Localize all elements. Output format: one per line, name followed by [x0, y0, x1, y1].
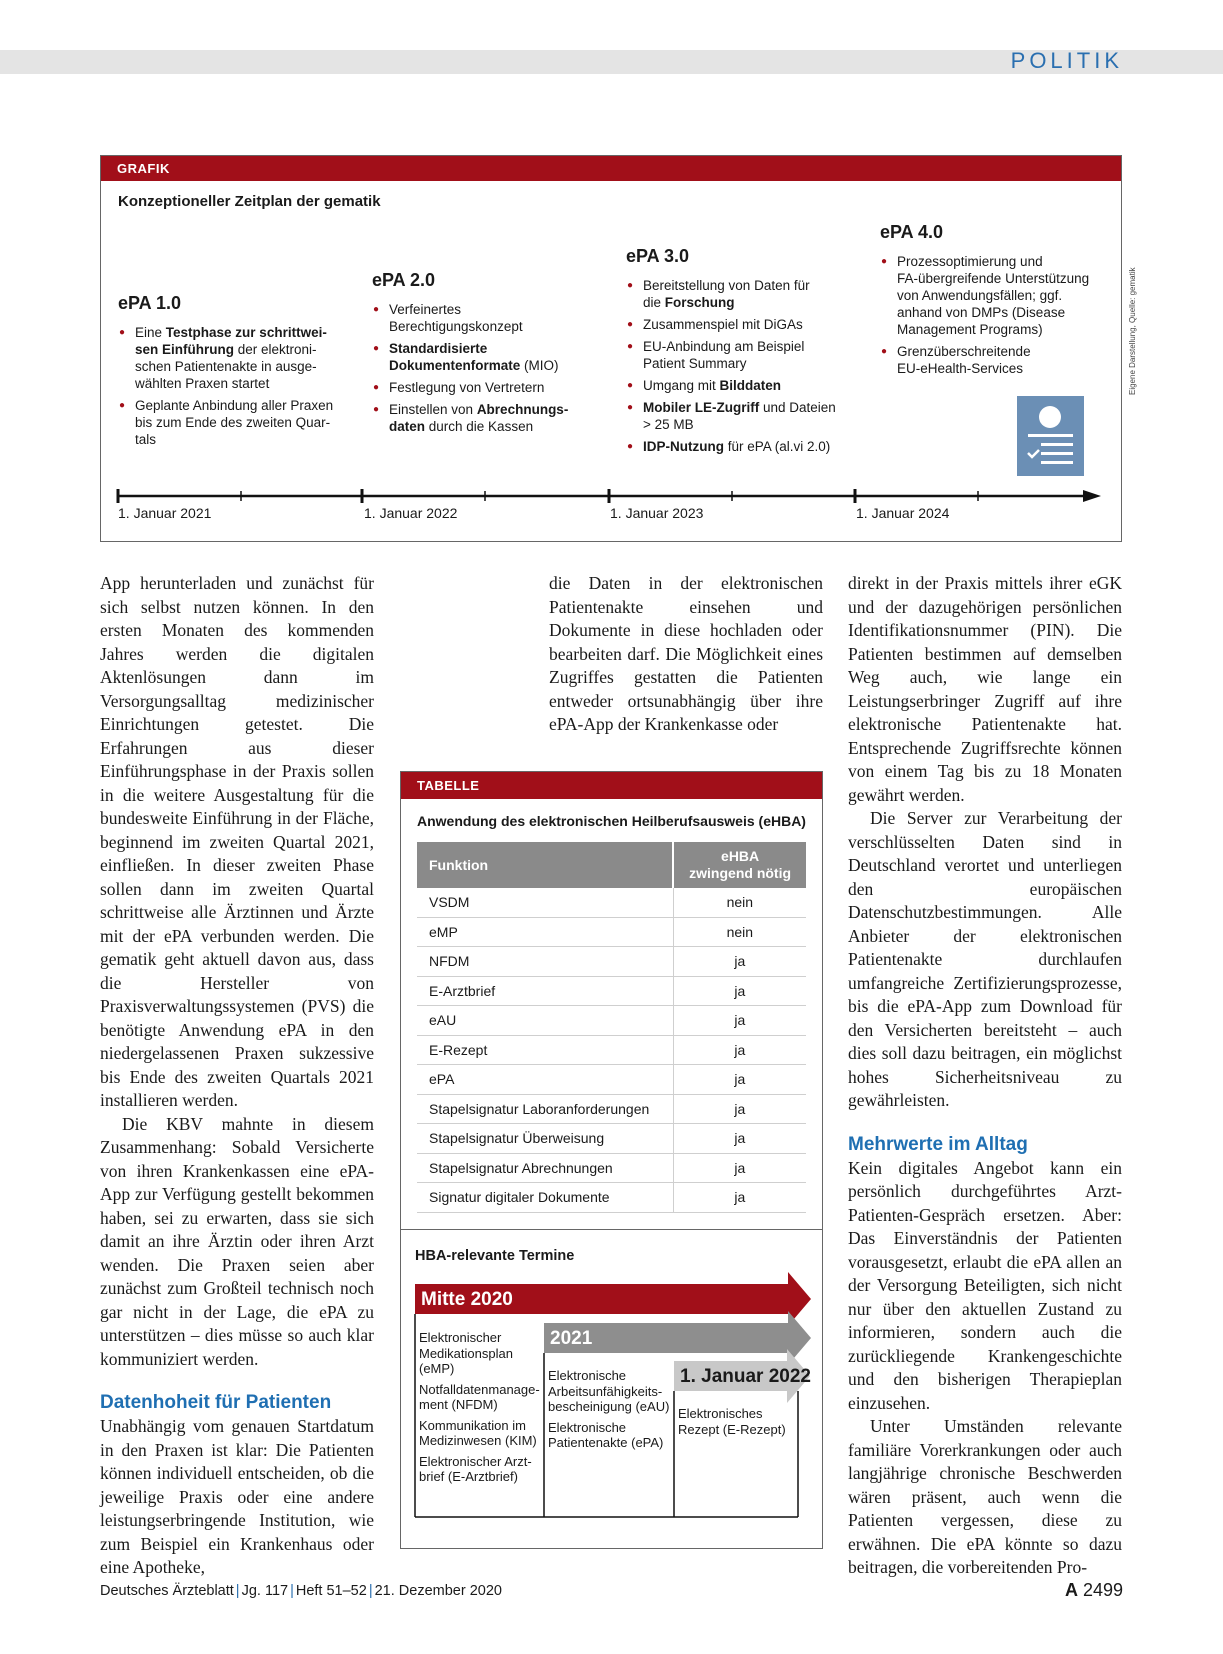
table-row — [417, 1124, 806, 1154]
journal-name: Deutsches Ärzteblatt — [100, 1583, 234, 1599]
table-row — [417, 1153, 806, 1183]
phase-item: ● Festlegung von Vertretern — [372, 379, 597, 396]
table-row — [417, 917, 806, 947]
phase-item: ● EU-Anbindung am Beispiel Patient Summary — [626, 338, 856, 372]
date: 21. Dezember 2020 — [374, 1583, 502, 1599]
cell-funktion: NFDM — [417, 947, 673, 977]
term-item: Elektronische Arbeitsunfähigkeits- bescheinigung (eAU) — [548, 1368, 670, 1414]
cell-funktion: E-Arztbrief — [417, 976, 673, 1006]
text-column-2 — [549, 572, 823, 737]
phase-list — [118, 324, 338, 448]
page-prefix: A — [1064, 1580, 1078, 1600]
table-row — [417, 1006, 806, 1036]
phase-list — [880, 253, 1115, 377]
phase-list — [626, 277, 856, 455]
phase-title: ePA 1.0 — [118, 293, 182, 313]
arrow-label: 2021 — [550, 1328, 593, 1349]
phase-item: ● Umgang mit Bilddaten — [626, 377, 856, 394]
phase-item: ● Eine Testphase zur schrittwei- sen Einführung der elektroni- schen Patientenakte in ausge- wählten Praxen startet — [118, 324, 338, 392]
phase-item: ● Mobiler LE-Zugriff und Dateien > 25 MB — [626, 399, 856, 433]
page-number — [1065, 1580, 1123, 1601]
phase-item: ● Standardisierte Dokumentenformate (MIO) — [372, 340, 597, 374]
cell-funktion: Stapelsignatur Abrechnungen — [417, 1153, 673, 1183]
tabelle-label: TABELLE — [401, 772, 822, 799]
cell-ehba: ja — [673, 1124, 806, 1154]
cell-funktion: Stapelsignatur Überweisung — [417, 1124, 673, 1154]
term-item: Elektronischer Arzt- brief (E-Arztbrief) — [419, 1453, 532, 1484]
tabelle-title: Anwendung des elektronischen Heilberufsausweis (eHBA) — [417, 813, 806, 829]
paragraph: direkt in der Praxis mittels ihrer eGK und der dazugehörigen persönlichen Identifikationsnummer (PIN). Die Patienten bestimmen auf demselben Weg auch, wie lange ein Leistungserbringer Zugriff auf ihre elektronische Patientenakte hat. Entsprechende Zugriffsrechte können von einem Tag bis zu 18 Monaten gewährt werden. — [848, 573, 1122, 805]
source-note: Eigene Darstellung, Quelle: gematik — [1128, 267, 1137, 395]
cell-funktion: Stapelsignatur Laboranforderungen — [417, 1094, 673, 1124]
hba-title: HBA-relevante Termine — [415, 1248, 575, 1264]
table-row — [417, 976, 806, 1006]
ehba-table — [417, 842, 806, 1213]
term-list-1 — [419, 1330, 544, 1490]
cell-ehba: nein — [673, 888, 806, 917]
timeline-label: 1. Januar 2024 — [856, 505, 950, 521]
paragraph: Die Server zur Verarbeitung der verschlüsselten Daten sind in Deutschland verortet und unterliegen den europäischen Datenschutzbestimmungen. Alle Anbieter der elektronischen Patientenakte durchlaufen umfangreiche Zertifizierungsprozesse, bis die ePA-App zum Download für den Versicherten bereitsteht – auch dies soll dazu beitragen, ein möglichst hohes Sicherheitsniveau zu gewährleisten. — [848, 808, 1122, 1110]
table-body — [417, 888, 806, 1212]
timeline-label: 1. Januar 2022 — [364, 505, 458, 521]
phase-title: ePA 2.0 — [372, 270, 436, 290]
footer: Deutsches Ärzteblatt | Jg. 117 | Heft 51–52 | 21. Dezember 2020 — [100, 1583, 502, 1599]
cell-funktion: E-Rezept — [417, 1035, 673, 1065]
cell-ehba: nein — [673, 917, 806, 947]
phase-title: ePA 3.0 — [626, 246, 690, 266]
phase-item: ● Grenzüberschreitende EU-eHealth-Services — [880, 343, 1115, 377]
phase-list — [372, 301, 597, 435]
arrow-label: Mitte 2020 — [421, 1289, 513, 1310]
grafik-box — [100, 155, 1122, 542]
table-row — [417, 888, 806, 917]
term-item: Kommunikation im Medizinwesen (KIM) — [419, 1417, 537, 1448]
section-heading: Mehrwerte im Alltag — [848, 1133, 1028, 1155]
phase-epa1 — [118, 293, 338, 453]
phase-item: ● IDP-Nutzung für ePA (al.vi 2.0) — [626, 438, 856, 455]
tabelle-box — [400, 771, 823, 1549]
phase-epa2 — [372, 270, 597, 440]
timeline-label: 1. Januar 2023 — [610, 505, 704, 521]
timeline-label: 1. Januar 2021 — [118, 505, 212, 521]
cell-ehba: ja — [673, 947, 806, 977]
cell-funktion: eMP — [417, 917, 673, 947]
cell-funktion: eAU — [417, 1006, 673, 1036]
term-item: Elektronisches Rezept (E-Rezept) — [678, 1406, 786, 1437]
phase-epa4 — [880, 222, 1115, 382]
term-item: Notfalldatenmanage- ment (NFDM) — [419, 1381, 540, 1412]
document-icon — [1017, 396, 1084, 476]
cell-funktion: ePA — [417, 1065, 673, 1095]
section-label: POLITIK — [1010, 48, 1123, 73]
phase-item: ● Prozessoptimierung und FA-übergreifende Unterstützung von Anwendungsfällen; ggf. anhand von DMPs (Disease Management Programs) — [880, 253, 1115, 338]
column-header-ehba: eHBA zwingend nötig — [673, 842, 806, 888]
table-row — [417, 1065, 806, 1095]
table-row — [417, 947, 806, 977]
term-list-2 — [548, 1368, 673, 1456]
table-row — [417, 1035, 806, 1065]
cell-funktion: Signatur digitaler Dokumente — [417, 1183, 673, 1213]
text-column-1 — [100, 572, 374, 1580]
divider — [401, 1229, 822, 1230]
cell-ehba: ja — [673, 976, 806, 1006]
cell-ehba: ja — [673, 1006, 806, 1036]
text-column-3 — [848, 572, 1122, 1580]
paragraph: App herunterladen und zunächst für sich selbst nutzen können. In den ersten Monaten des kommenden Jahres werden die digitalen Aktenlösungen dann im Versorgungsalltag medizinischer Einrichtungen getestet. Die Erfahrungen aus dieser Einführungsphase in der Praxis sollen in die weitere Ausgestaltung für die bundesweite Einführung in der Fläche, beginnend im zweiten Quartal 2021, einfließen. In dieser zweiten Phase sollen dann im zweiten Quartal schrittweise alle Ärztinnen und Ärzte mit der ePA verbunden werden. Die gematik geht aktuell davon aus, dass die Hersteller von Praxisverwaltungssystemen (PVS) die benötigte Anwendung ePA in den niedergelassenen Praxen sukzessive bis Ende des zweiten Quartals 2021 installieren werden. — [100, 573, 374, 1110]
phase-epa3 — [626, 246, 856, 460]
column-header-funktion: Funktion — [417, 842, 673, 888]
page-value: 2499 — [1082, 1580, 1123, 1600]
paragraph: Unabhängig vom genauen Startdatum in den Praxen ist klar: Die Patienten können individuell entscheiden, ob die jeweilige Praxis oder eine andere leistungserbringende Institution, wie zum Beispiel ein Krankenhaus oder eine Apotheke, — [100, 1416, 374, 1577]
phase-item: ● Zusammenspiel mit DiGAs — [626, 316, 856, 333]
volume: Jg. 117 — [241, 1583, 289, 1599]
paragraph: Die KBV mahnte in diesem Zusammenhang: Sobald Versicherte von ihren Krankenkassen eine ePA-App zur Verfügung gestellt bekommen haben, sei zu erwarten, dass sie sich damit an ihre Ärztin oder ihren Arzt wenden. Die Praxen seien aber zunächst zum Großteil technisch noch gar nicht in der Lage, die ePA zu unterstützen – dies müsse so auch klar kommuniziert werden. — [100, 1113, 374, 1369]
cell-ehba: ja — [673, 1094, 806, 1124]
term-item: Elektronische Patientenakte (ePA) — [548, 1419, 664, 1450]
cell-funktion: VSDM — [417, 888, 673, 917]
table-row — [417, 1094, 806, 1124]
cell-ehba: ja — [673, 1065, 806, 1095]
cell-ehba: ja — [673, 1153, 806, 1183]
table-row — [417, 1183, 806, 1213]
paragraph: Unter Umständen relevante familiäre Vorerkrankungen oder auch langjährige chronische Beschwerden wären präsent, auch wenn die Patienten vergessen, diese zu erwähnen. Die ePA könnte so dazu beitragen, die vorbereitenden Pro- — [848, 1416, 1122, 1577]
cell-ehba: ja — [673, 1183, 806, 1213]
phase-item: ● Einstellen von Abrechnungs- daten durch die Kassen — [372, 401, 597, 435]
phase-item: ● Bereitstellung von Daten für die Forschung — [626, 277, 856, 311]
phase-title: ePA 4.0 — [880, 222, 944, 242]
paragraph: die Daten in der elektronischen Patientenakte einsehen und Dokumente in diese hochladen oder bearbeiten darf. Die Möglichkeit eines Zugriffes gestatten die Patienten entweder ortsunabhängig über ihre ePA-App der Krankenkasse oder — [549, 573, 823, 734]
arrow-label: 1. Januar 2022 — [680, 1366, 811, 1387]
cell-ehba: ja — [673, 1035, 806, 1065]
section-heading: Datenhoheit für Patienten — [100, 1392, 332, 1413]
phase-item: ● Verfeinertes Berechtigungskonzept — [372, 301, 597, 335]
term-list-3 — [678, 1406, 796, 1442]
grafik-label: GRAFIK — [101, 156, 1121, 181]
paragraph: Kein digitales Angebot kann ein persönlich durchgeführtes Arzt-Patienten-Gespräch ersetzen. Aber: Das Einverständnis der Patienten vorausgesetzt, erlaubt die ePA allen an der Versorgung Beteiligten, sich nicht nur über den aktuellen Zustand zu informieren, sondern auch die zurückliegende Krankengeschichte und den bisherigen Therapieplan einzusehen. — [848, 1157, 1122, 1413]
grafik-title: Konzeptioneller Zeitplan der gematik — [118, 193, 381, 210]
issue: Heft 51–52 — [295, 1583, 367, 1599]
phase-item: ● Geplante Anbindung aller Praxen bis zum Ende des zweiten Quar- tals — [118, 397, 338, 448]
term-item: Elektronischer Medikationsplan (eMP) — [419, 1330, 513, 1376]
